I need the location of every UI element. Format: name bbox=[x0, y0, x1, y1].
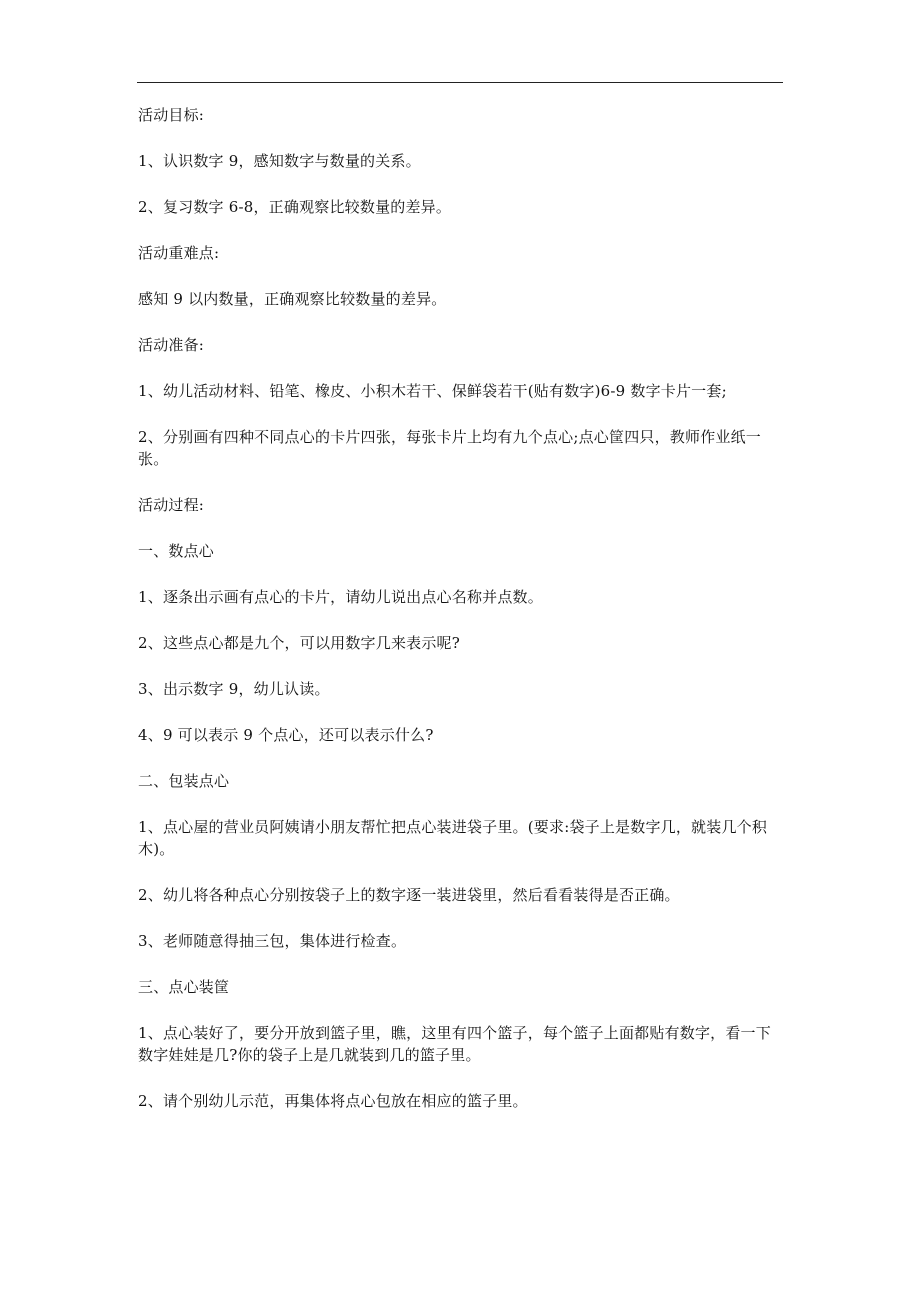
process-step-2-heading: 二、包装点心 bbox=[138, 772, 230, 790]
process-step-3-item-1: 1、点心装好了，要分开放到篮子里，瞧，这里有四个篮子，每个篮子上面都贴有数字，看一下数字娃娃是几?你的袋子上是几就装到几的篮子里。 bbox=[138, 1024, 771, 1064]
process-step-1-item-2: 2、这些点心都是九个，可以用数字几来表示呢? bbox=[138, 634, 460, 652]
process-step-3-heading: 三、点心装筐 bbox=[138, 978, 230, 996]
section-heading-preparation: 活动准备: bbox=[138, 336, 205, 354]
key-point-text: 感知 9 以内数量，正确观察比较数量的差异。 bbox=[138, 290, 447, 308]
section-heading-key-points: 活动重难点: bbox=[138, 244, 220, 262]
process-step-1-item-4: 4、9 可以表示 9 个点心，还可以表示什么? bbox=[138, 726, 434, 744]
preparation-item-1: 1、幼儿活动材料、铅笔、橡皮、小积木若干、保鲜袋若干(贴有数字)6-9 数字卡片一套; bbox=[138, 382, 727, 400]
preparation-item-2: 2、分别画有四种不同点心的卡片四张，每张卡片上均有九个点心;点心筐四只，教师作业纸一张。 bbox=[138, 428, 762, 468]
goal-item-2: 2、复习数字 6-8，正确观察比较数量的差异。 bbox=[138, 198, 452, 216]
process-step-3-item-2: 2、请个别幼儿示范，再集体将点心包放在相应的篮子里。 bbox=[138, 1092, 528, 1110]
section-heading-process: 活动过程: bbox=[138, 496, 205, 514]
process-step-1-item-3: 3、出示数字 9，幼儿认读。 bbox=[138, 680, 330, 698]
process-step-1-item-1: 1、逐条出示画有点心的卡片，请幼儿说出点心名称并点数。 bbox=[138, 588, 543, 606]
goal-item-1: 1、认识数字 9，感知数字与数量的关系。 bbox=[138, 152, 421, 170]
process-step-2-item-2: 2、幼儿将各种点心分别按袋子上的数字逐一装进袋里，然后看看装得是否正确。 bbox=[138, 886, 680, 904]
process-step-2-item-3: 3、老师随意得抽三包，集体进行检查。 bbox=[138, 932, 407, 950]
header-rule bbox=[137, 82, 783, 83]
process-step-1-heading: 一、数点心 bbox=[138, 542, 215, 560]
section-heading-goals: 活动目标: bbox=[138, 106, 205, 124]
document-body bbox=[138, 104, 784, 1136]
process-step-2-item-1: 1、点心屋的营业员阿姨请小朋友帮忙把点心装进袋子里。(要求:袋子上是数字几，就装几个积木)。 bbox=[138, 818, 768, 858]
